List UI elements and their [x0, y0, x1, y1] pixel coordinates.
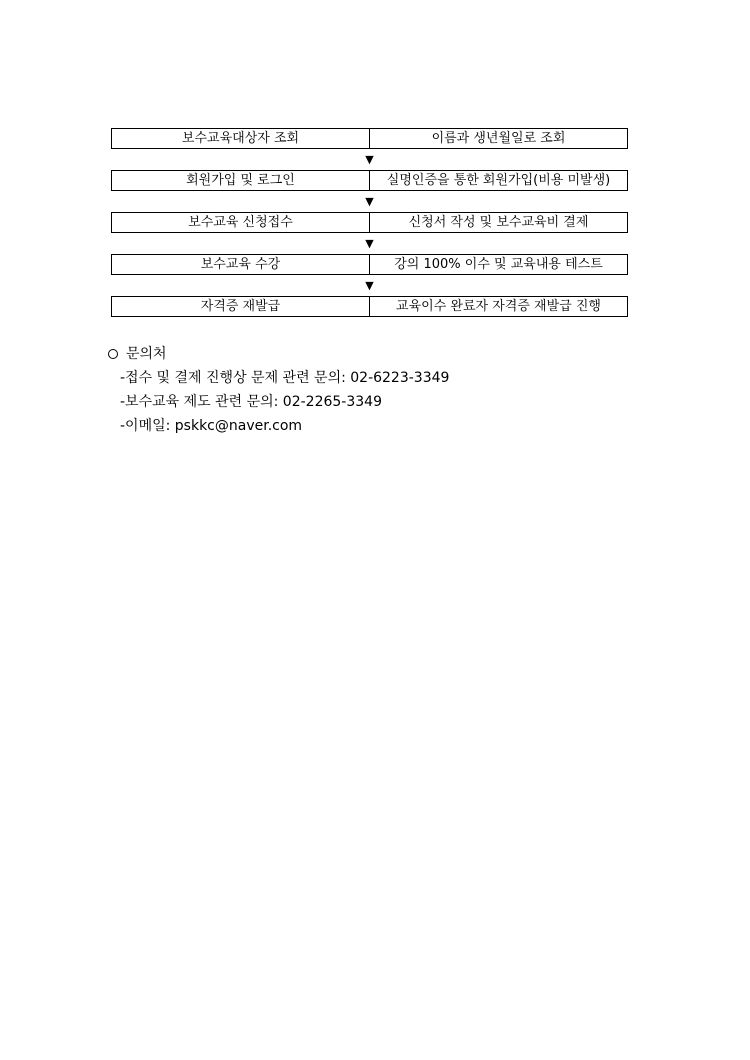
step-description: 이름과 생년월일로 조회 — [431, 131, 566, 146]
circle-bullet-icon — [108, 349, 118, 359]
down-arrow-icon: ▼ — [365, 195, 374, 208]
down-arrow-icon: ▼ — [365, 237, 374, 250]
contact-payment-inquiry: -접수 및 결제 진행상 문제 관련 문의: 02-6223-3349 — [120, 370, 450, 386]
contact-education-inquiry: -보수교육 제도 관련 문의: 02-2265-3349 — [120, 394, 382, 410]
step-description: 강의 100% 이수 및 교육내용 테스트 — [394, 257, 603, 272]
step-title: 자격증 재발급 — [112, 297, 370, 316]
contact-email: -이메일: pskkc@naver.com — [120, 418, 303, 434]
step-title: 회원가입 및 로그인 — [112, 171, 370, 190]
flow-step-signup — [111, 170, 628, 191]
step-title: 보수교육대상자 조회 — [112, 129, 370, 148]
flow-step-course — [111, 254, 628, 275]
down-arrow-icon: ▼ — [365, 279, 374, 292]
step-description: 신청서 작성 및 보수교육비 결제 — [408, 215, 589, 230]
step-title: 보수교육 수강 — [112, 255, 370, 274]
contact-heading-label: 문의처 — [126, 346, 167, 362]
flow-step-application — [111, 212, 628, 233]
step-description: 교육이수 완료자 자격증 재발급 진행 — [396, 299, 601, 314]
process-flow — [111, 128, 628, 317]
step-description: 실명인증을 통한 회원가입(비용 미발생) — [386, 173, 611, 188]
contact-section — [108, 342, 449, 438]
step-title: 보수교육 신청접수 — [112, 213, 370, 232]
contact-heading — [108, 342, 449, 366]
down-arrow-icon: ▼ — [365, 153, 374, 166]
flow-step-reissue — [111, 296, 628, 317]
flow-step-lookup — [111, 128, 628, 149]
